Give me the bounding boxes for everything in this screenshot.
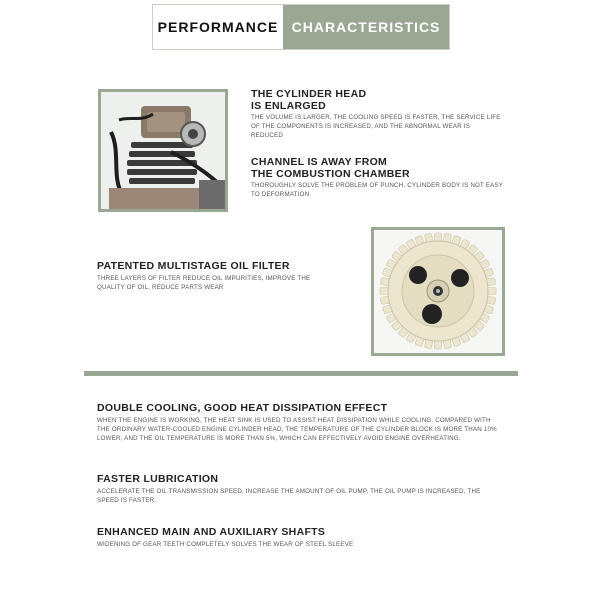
- channel-title-line1: CHANNEL IS AWAY FROM: [251, 156, 388, 168]
- cylinder-head-title-line2: IS ENLARGED: [251, 100, 327, 112]
- cooling-title: DOUBLE COOLING, GOOD HEAT DISSIPATION EFFECT: [97, 402, 388, 414]
- section-banner: [153, 5, 449, 49]
- banner-title-left: PERFORMANCE: [153, 5, 283, 49]
- banner-title-right: CHARACTERISTICS: [283, 5, 449, 49]
- cylinder-head-title-line1: THE CYLINDER HEAD: [251, 88, 367, 100]
- channel-title-line2: THE COMBUSTION CHAMBER: [251, 168, 410, 180]
- shafts-title: ENHANCED MAIN AND AUXILIARY SHAFTS: [97, 526, 326, 538]
- lubrication-text: ACCELERATE THE OIL TRANSMISSION SPEED, INCREASE THE AMOUNT OF OIL PUMP, THE OIL PUMP IS INCREASED, THE SPEED IS FASTER.: [97, 488, 481, 504]
- channel-title: [251, 156, 410, 180]
- lubrication-title: FASTER LUBRICATION: [97, 473, 219, 485]
- cooling-text: WHEN THE ENGINE IS WORKING, THE HEAT SINK IS USED TO ASSIST HEAT DISSIPATION WHILE COOLING. COMPARED WITH THE ORDINARY WATER-COOLED ENGINE CYLINDER HEAD, THE TEMPERATURE OF THE CYLINDER BLOCK IS MORE THAN 10% LOWER, AND THE OIL TEMPERATURE IS MORE THAN 5%, WHICH CAN EFFECTIVELY AVOID ENGINE OVERHEATING.: [97, 417, 497, 442]
- engine-photo: [98, 89, 228, 212]
- cylinder-head-title: [251, 88, 366, 112]
- engine-illustration: [101, 92, 225, 209]
- shafts-text: WIDENING OF GEAR TEETH COMPLETELY SOLVES THE WEAR OF STEEL SLEEVE: [97, 541, 354, 548]
- channel-text: THOROUGHLY SOLVE THE PROBLEM OF PUNCH, CYLINDER BODY IS NOT EASY TO DEFORMATION: [251, 182, 503, 198]
- section-divider: [84, 371, 518, 376]
- gear-photo: [371, 227, 505, 356]
- oil-filter-gear-illustration: [374, 230, 502, 353]
- oil-filter-title: PATENTED MULTISTAGE OIL FILTER: [97, 260, 290, 272]
- oil-filter-text: THREE LAYERS OF FILTER REDUCE OIL IMPURITIES, IMPROVE THE QUALITY OF OIL, REDUCE PARTS WEAR: [97, 275, 311, 291]
- cylinder-head-text: THE VOLUME IS LARGER, THE COOLING SPEED IS FASTER, THE SERVICE LIFE OF THE COMPONENTS IS INCREASED, AND THE ABNORMAL WEAR IS REDUCED: [251, 114, 501, 139]
